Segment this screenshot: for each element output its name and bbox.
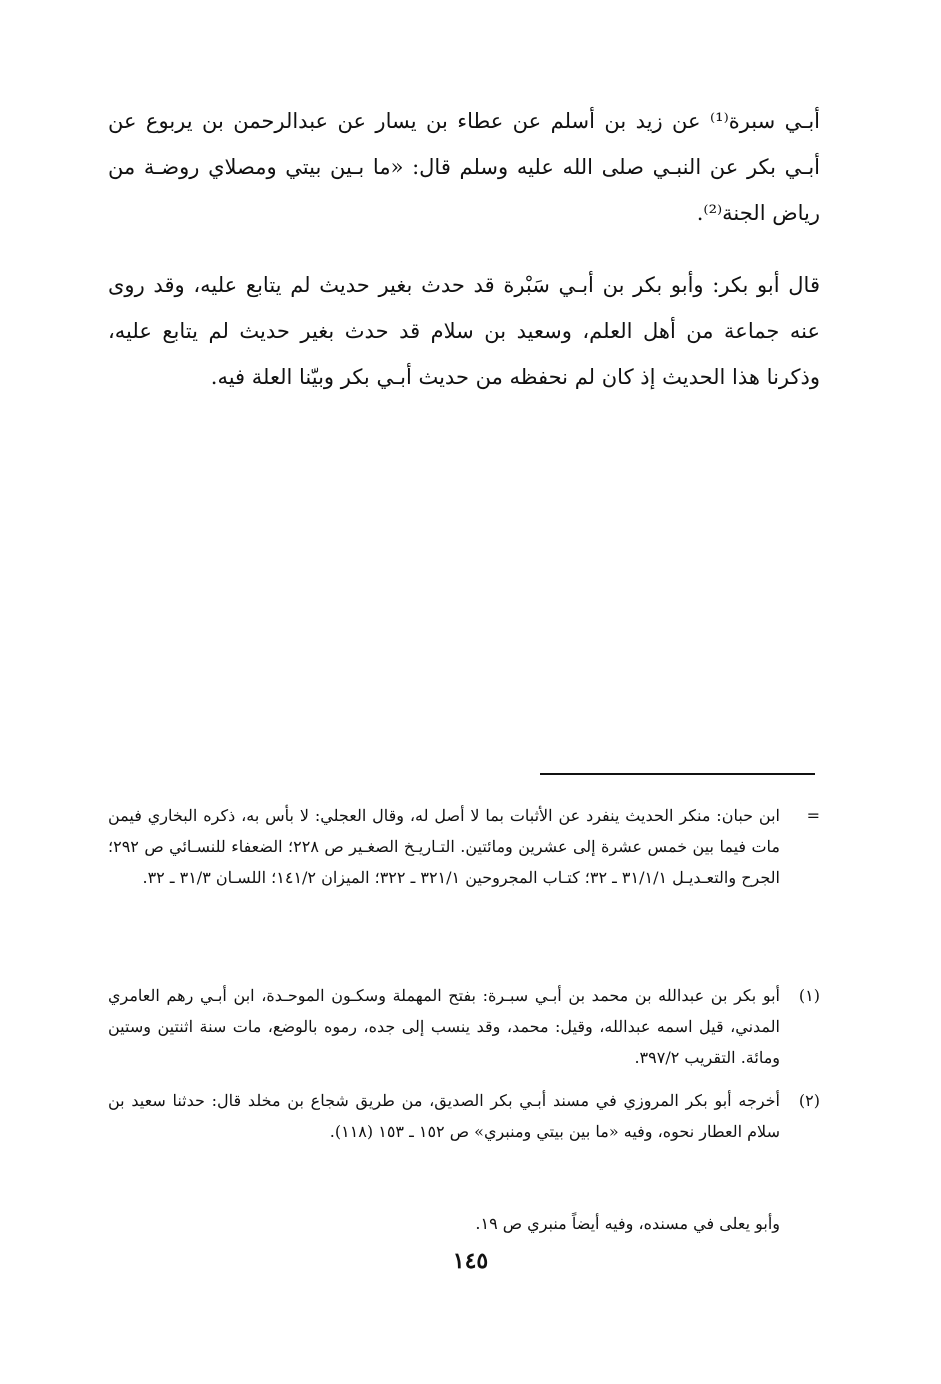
footnote-1-mark: (١) [798, 986, 820, 1005]
footnote-continuation-mark: = [806, 806, 820, 825]
footnote-1 [108, 980, 820, 1073]
footnote-2-extra: وأبو يعلى في مسنده، وفيه أيضاً منبري ص ١٩. [475, 1214, 780, 1233]
page-number: ١٤٥ [452, 1248, 489, 1274]
footnote-1-text: أبو بكر بن عبدالله بن محمد بن أبـي سبـرة: بفتح المهملة وسكـون الموحـدة، ابن أبـي رهم العامري المدني، قيل اسمه عبدالله، وقيل: محمد، وقد ينسب إلى جده، رموه بالوضع، مات سنة اثنتين وستين ومائة. التقريب ٣٩٧/٢. [108, 986, 780, 1067]
footnote-continuation-text: ابن حبان: منكر الحديث ينفرد عن الأثبات بما لا أصل له، وقال العجلي: لا بأس به، ذكره البخاري فيمن مات فيما بين خمس عشرة إلى عشرين ومائتين. التـاريـخ الصغـير ص ٢٢٨؛ الضعفاء للنسـائي ص ٢٩٢؛ الجرح والتعـديـل ٣١/١/١ ـ ٣٢؛ كتـاب المجروحين ٣٢١/١ ـ ٣٢٢؛ الميزان ١٤١/٢؛ اللسـان ٣١/٣ ـ ٣٢. [108, 806, 780, 887]
footnote-separator [540, 773, 815, 775]
footnote-continuation [108, 800, 820, 893]
footnote-2-text: أخرجه أبو بكر المروزي في مسند أبـي بكر الصديق، من طريق شجاع بن مخلد قال: حدثنا سعيد بن سلام العطار نحوه، وفيه «ما بين بيتي ومنبري» ص ١٥٢ ـ ١٥٣ (١١٨). [108, 1091, 781, 1141]
body-paragraph-2: قال أبو بكر: وأبو بكر بن أبـي سَبْرة قد حدث بغير حديث لم يتابع عليه، وقد روى عنه جماعة من أهل العلم، وسعيد بن سلام قد حدث بغير حديث لم يتابع عليه، وذكرنا هذا الحديث إذ كان لم نحفظه من حديث أبـي بكر وبيّنا العلة فيه. [108, 273, 820, 389]
footnote-2-mark: (٢) [798, 1091, 820, 1110]
body-paragraph-1: أبـي سبرة⁽¹⁾ عن زيد بن أسلم عن عطاء بن يسار عن عبدالرحمن بن يربوع عن أبـي بكر عن النبـي صلى الله عليه وسلم قال: «ما بـين بيتي ومصلاي روضـة من رياض الجنة⁽²⁾. [108, 109, 820, 225]
footnote-2 [108, 1085, 820, 1147]
